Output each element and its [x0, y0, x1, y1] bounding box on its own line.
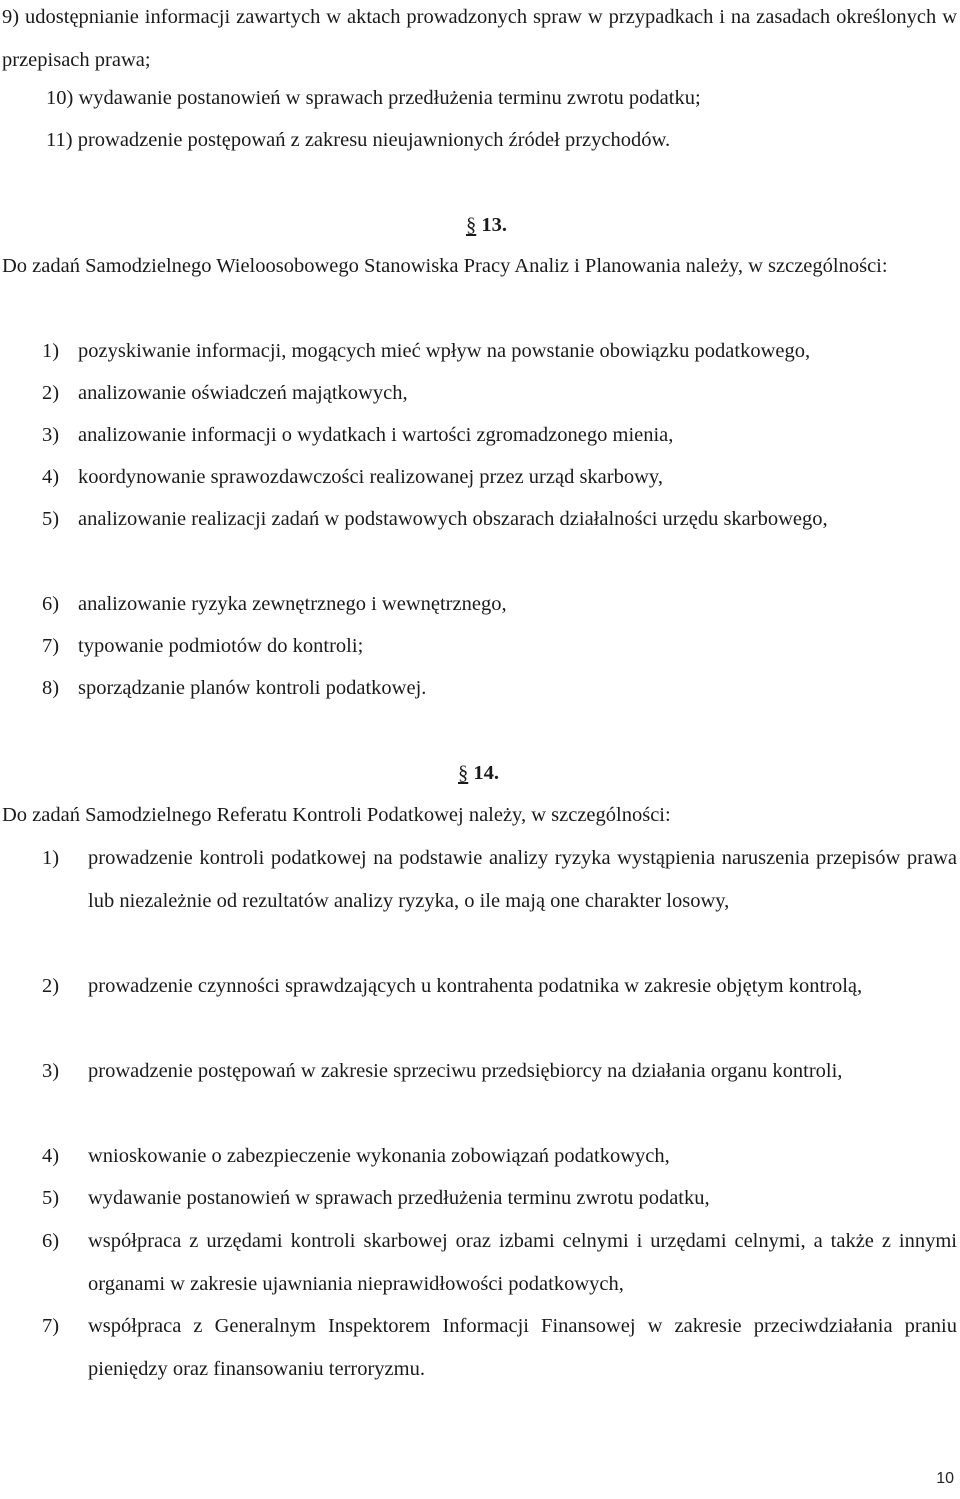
item-text: wydawanie postanowień w sprawach przedłużenia terminu zwrotu podatku; [78, 87, 701, 109]
item-number: 10) [46, 87, 74, 109]
list-item [42, 372, 957, 415]
item-number: 1) [42, 340, 60, 362]
item-number: 7) [42, 1315, 60, 1337]
item-number: 5) [42, 1187, 60, 1209]
item-number: 3) [42, 1060, 60, 1082]
list-item [46, 77, 956, 120]
item-number: 5) [42, 508, 60, 530]
item-text: analizowanie oświadczeń majątkowych, [78, 382, 408, 404]
item-text: koordynowanie sprawozdawczości realizowanej przez urząd skarbowy, [78, 466, 663, 488]
list-item [42, 667, 957, 710]
item-text: współpraca z Generalnym Inspektorem Informacji Finansowej w zakresie przeciwdziałania praniu pieniędzy oraz finansowaniu terroryzmu. [88, 1315, 957, 1380]
list-item [42, 1220, 957, 1305]
item-number: 9) [2, 6, 20, 28]
list-item [42, 837, 957, 922]
item-text: wydawanie postanowień w sprawach przedłużenia terminu zwrotu podatku, [88, 1187, 710, 1209]
item-text: prowadzenie postępowań z zakresu nieujawnionych źródeł przychodów. [77, 129, 671, 151]
list-item [42, 330, 957, 373]
item-number: 2) [42, 975, 60, 997]
section-intro: Do zadań Samodzielnego Referatu Kontroli Podatkowej należy, w szczególności: [2, 804, 671, 826]
item-number: 3) [42, 424, 60, 446]
page-number: 10 [936, 1470, 954, 1487]
list-item [46, 119, 956, 162]
item-text: udostępnianie informacji zawartych w aktach prowadzonych spraw w przypadkach i na zasadach określonych w przepisach prawa; [2, 6, 958, 71]
list-item [42, 625, 957, 668]
section-number: 13. [481, 214, 507, 236]
paragraph-sign: § [466, 214, 477, 236]
section-intro: Do zadań Samodzielnego Wieloosobowego Stanowiska Pracy Analiz i Planowania należy, w szczególności: [2, 255, 888, 277]
list-item [42, 1050, 957, 1093]
item-number: 4) [42, 1145, 60, 1167]
list-item [42, 1305, 957, 1390]
item-number: 6) [42, 593, 60, 615]
item-text: prowadzenie kontroli podatkowej na podstawie analizy ryzyka wystąpienia naruszenia przepisów prawa lub niezależnie od rezultatów analizy ryzyka, o ile mają one charakter losowy, [88, 847, 957, 912]
item-number: 2) [42, 382, 60, 404]
item-number: 7) [42, 635, 60, 657]
item-number: 1) [42, 847, 60, 869]
item-text: analizowanie realizacji zadań w podstawowych obszarach działalności urzędu skarbowego, [78, 508, 828, 530]
item-number: 6) [42, 1230, 60, 1252]
item-text: pozyskiwanie informacji, mogących mieć wpływ na powstanie obowiązku podatkowego, [78, 340, 811, 362]
item-number: 8) [42, 677, 60, 699]
paragraph-sign: § [458, 762, 469, 784]
list-item [2, 0, 957, 81]
list-item [42, 583, 957, 626]
item-number: 4) [42, 466, 60, 488]
list-item [42, 456, 957, 499]
list-item [42, 414, 957, 457]
item-text: analizowanie informacji o wydatkach i wartości zgromadzonego mienia, [78, 424, 674, 446]
list-item [42, 498, 957, 541]
list-item [42, 965, 957, 1008]
section-heading [466, 204, 507, 247]
item-text: współpraca z urzędami kontroli skarbowej oraz izbami celnymi i urzędami celnymi, a także z innymi organami w zakresie ujawniania nieprawidłowości podatkowych, [88, 1230, 957, 1295]
list-item [42, 1135, 957, 1178]
item-text: typowanie podmiotów do kontroli; [78, 635, 364, 657]
section-number: 14. [473, 762, 499, 784]
list-item [42, 1177, 957, 1220]
item-text: sporządzanie planów kontroli podatkowej. [78, 677, 427, 699]
item-text: prowadzenie czynności sprawdzających u kontrahenta podatnika w zakresie objętym kontrolą, [88, 975, 863, 997]
item-text: analizowanie ryzyka zewnętrznego i wewnętrznego, [78, 593, 507, 615]
item-text: prowadzenie postępowań w zakresie sprzeciwu przedsiębiorcy na działania organu kontroli, [88, 1060, 843, 1082]
item-number: 11) [46, 129, 73, 151]
item-text: wnioskowanie o zabezpieczenie wykonania zobowiązań podatkowych, [88, 1145, 670, 1167]
section-heading [458, 752, 499, 795]
